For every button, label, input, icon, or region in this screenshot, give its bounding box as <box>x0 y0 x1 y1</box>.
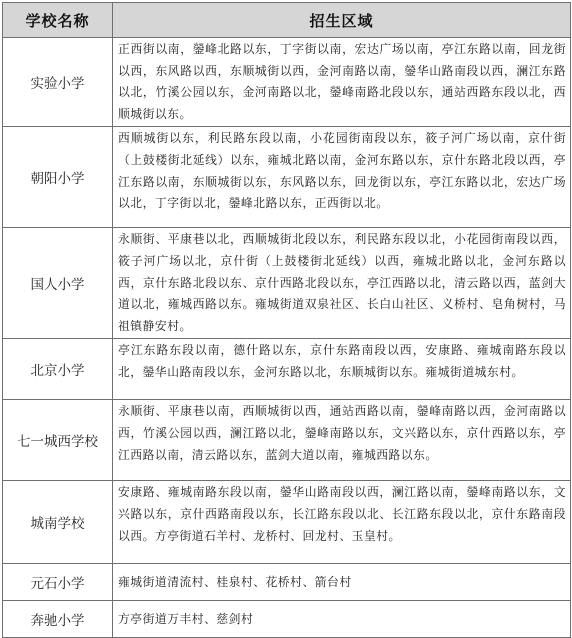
school-name: 城南学校 <box>3 481 113 564</box>
school-name: 元石小学 <box>3 564 113 601</box>
table-row <box>3 601 571 638</box>
enrollment-area: 安康路、雍城南路东段以南，鎣华山路南段以西，澜江路以南，鎣峰南路以东，文兴路以东，京什西路南段以东，长江路东段以北、长江路东段以北，京什东路南段以西。方亭街道石羊村、龙桥村、回龙村、玉皇村。 <box>113 481 571 564</box>
enrollment-area: 永顺街、平康巷以南，西顺城街以西，通站西路以南，鎣峰南路以西，金河南路以西，竹溪公园以西，澜江路以北，鎣峰南路以东，文兴路以东，京什西路以东，亭江西路以南，清云路以东，蓝剑大道以南，雍城西路以东。 <box>113 400 571 481</box>
enrollment-area: 西顺城街以东，利民路东段以南，小花园街南段以东，筱子河广场以南，京什街（上鼓楼街北延线）以东，雍城北路以南，金河东路以东，京什东路北段以西，亭江东路以南，东顺城街以东，东风路以东，回龙街以东，亭江东路以北，宏达广场以北，丁字街以北，鎣峰北路以东，正西街以北。 <box>113 127 571 228</box>
enrollment-area: 方亭街道万丰村、慈剑村 <box>113 601 571 638</box>
table-row <box>3 228 571 339</box>
school-name: 实验小学 <box>3 38 113 127</box>
table-row <box>3 400 571 481</box>
school-name: 朝阳小学 <box>3 127 113 228</box>
table-row <box>3 339 571 400</box>
enrollment-area: 正西街以南，鎣峰北路以东，丁字街以南，宏达广场以南，亭江东路以南，回龙街以西，东风路以西，东顺城街以西，金河南路以南，鎣华山路南段以西，澜江东路以北，竹溪公园以东，金河南路以北，鎣峰南路北段以东，通站西路东段以北，西顺城街以东。 <box>113 38 571 127</box>
school-name: 七一城西学校 <box>3 400 113 481</box>
school-name: 奔驰小学 <box>3 601 113 638</box>
enrollment-area: 亭江东路东段以南，德什路以东，京什东路南段以西，安康路、雍城南路东段以北，鎣华山路南段以东，金河东路以北，东顺城街以东。雍城街道城东村。 <box>113 339 571 400</box>
table-row <box>3 127 571 228</box>
table-row <box>3 38 571 127</box>
table-header-row <box>3 3 571 38</box>
header-enrollment-area: 招生区域 <box>113 3 571 38</box>
enrollment-area: 雍城街道清流村、桂泉村、花桥村、箭台村 <box>113 564 571 601</box>
table-row <box>3 564 571 601</box>
table-row <box>3 481 571 564</box>
enrollment-area: 永顺街、平康巷以北，西顺城街北段以东，利民路东段以北，小花园街南段以西，筱子河广场以北，京什街（上鼓楼街北延线）以西，雍城北路以北，金河东路以西，京什东路北段以东、京什西路北段以东，亭江西路以北，清云路以西，蓝剑大道以北，雍城西路以东。雍城街道双泉社区、长白山社区、义桥村、皂角树村，马祖镇静安村。 <box>113 228 571 339</box>
school-name: 国人小学 <box>3 228 113 339</box>
enrollment-zone-table <box>2 2 571 638</box>
school-name: 北京小学 <box>3 339 113 400</box>
header-school-name: 学校名称 <box>3 3 113 38</box>
